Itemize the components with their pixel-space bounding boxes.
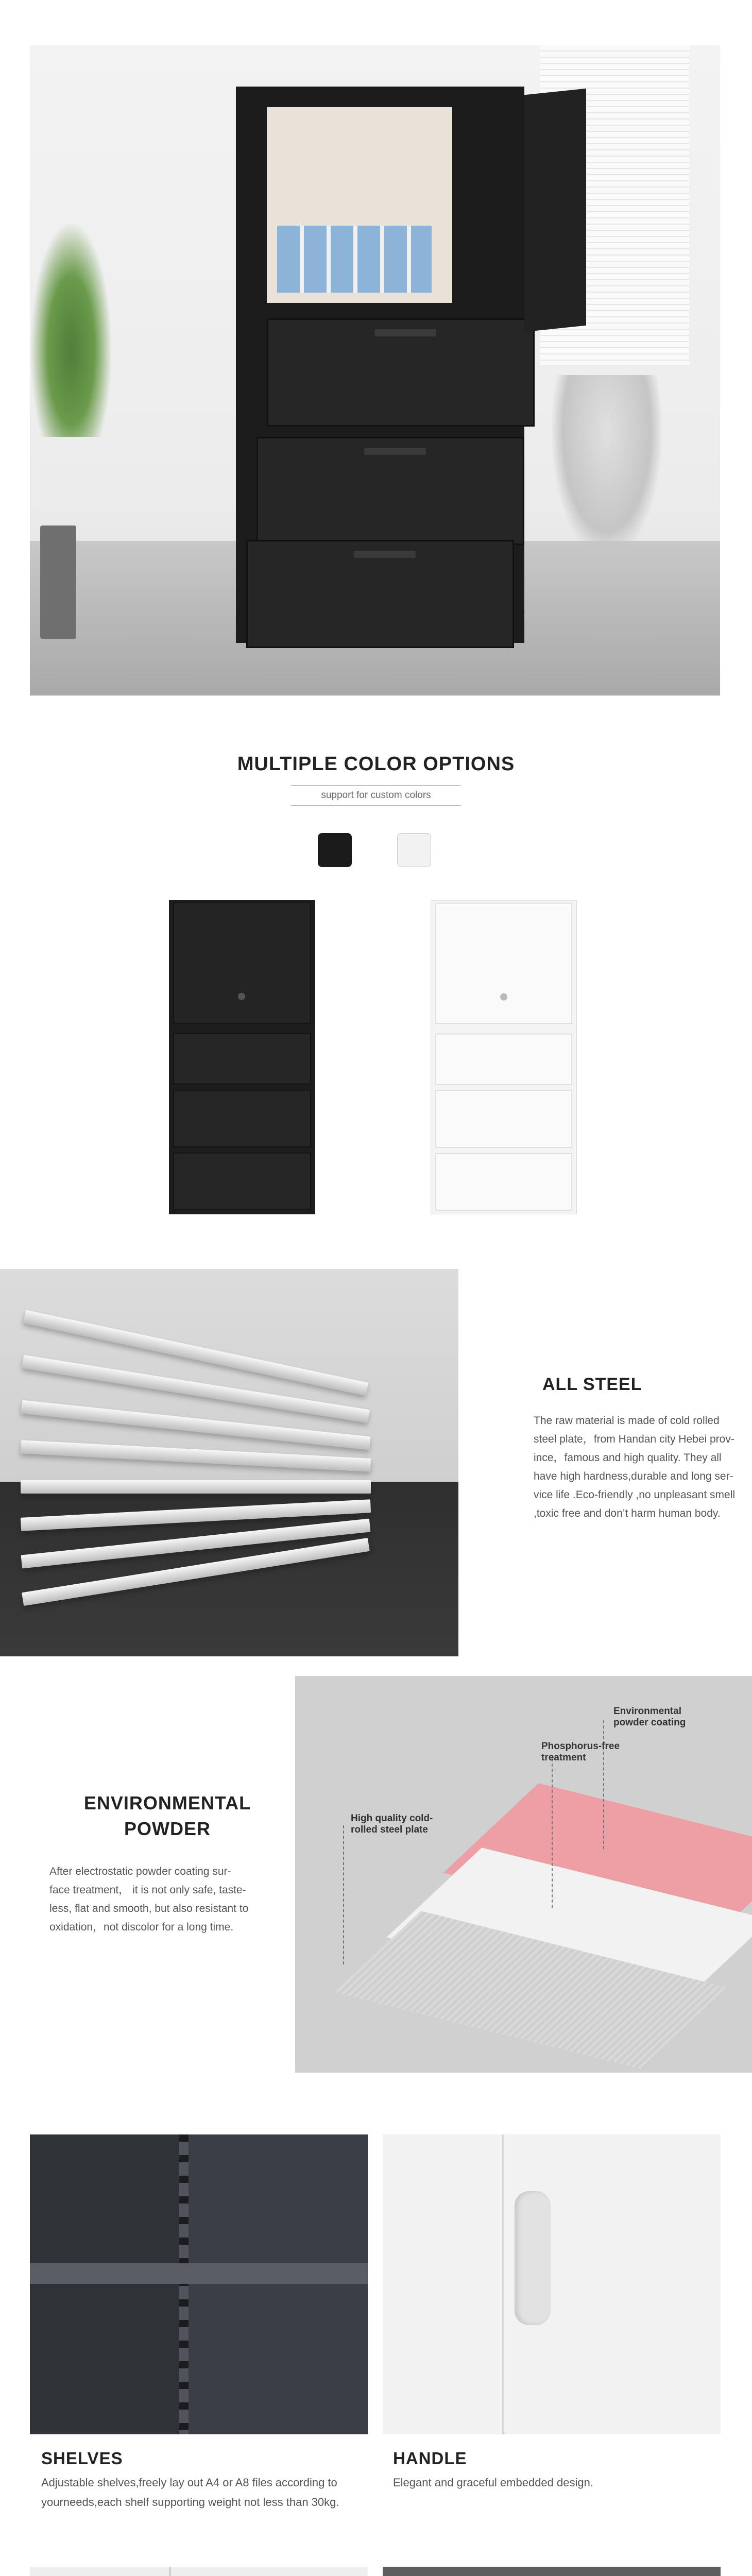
text-line: less, flat and smooth, but also resistant to [49,1903,249,1914]
color-options-title: MULTIPLE COLOR OPTIONS [237,753,515,775]
cabinet-side [30,2134,184,2434]
handle-description [393,2473,733,2493]
label-line: powder coating [613,1717,686,1728]
handle-title: HANDLE [393,2449,467,2468]
text-line: ince，famous and high quality. They all [534,1452,722,1464]
phosphorus-free-label [541,1741,620,1764]
title-line: POWDER [124,1818,211,1839]
title-line: ENVIRONMENTAL [83,1792,251,1814]
lock-knob [238,993,245,1000]
drawer-3 [173,1153,311,1210]
drawer-pull [374,329,436,336]
hero-cabinet-photo [30,45,720,696]
text-line: Adjustable shelves,freely lay out A4 or A8 files according to [41,2476,337,2489]
steel-sheet [21,1480,371,1494]
text-line: vice life .Eco-friendly ,no unpleasant smell [534,1489,736,1501]
label-line: rolled steel plate [351,1824,428,1835]
shelves-photo [30,2134,368,2434]
drawer-2 [435,1090,572,1148]
shelf-rail [179,2134,189,2434]
steel-sheets-photo [0,1269,458,1656]
cabinet-top-edge [383,2567,721,2576]
drawer-pull [364,448,426,455]
text-line: steel plate，from Handan city Hebei prov- [534,1433,734,1445]
text-line: yourneeds,each shelf supporting weight not less than 30kg. [41,2496,339,2509]
drawer-pull [354,551,416,558]
text-line: Elegant and graceful embedded design. [393,2476,593,2489]
drawer-3 [435,1153,572,1211]
text-line: have high hardness,durable and long ser- [534,1470,733,1482]
lock-photo [30,2567,368,2576]
rubber-gasket-photo [383,2567,721,2576]
cabinet-doors [173,902,311,1024]
drawer-1 [435,1033,572,1085]
color-options-subtitle: support for custom colors [291,785,461,806]
black-cabinet-front [169,900,315,1214]
steel-plate-label [351,1813,433,1836]
text-line: After electrostatic powder coating sur- [49,1866,231,1877]
file-binders [277,226,432,293]
shelf-plate [30,2263,368,2284]
leader-line [552,1758,553,1908]
plant-leaves [30,221,112,437]
leader-line [343,1825,344,1964]
white-cabinet-front [431,900,577,1214]
embedded-handle [515,2191,551,2325]
drawer-middle [257,437,524,545]
text-line: oxidation，not discolor for a long time. [49,1921,234,1933]
drawer-bottom [246,540,514,648]
door-seam [169,2567,171,2576]
environmental-description [49,1862,292,1937]
coating-layers-diagram [295,1676,752,2073]
label-line: treatment [541,1752,586,1763]
black-color-swatch[interactable] [318,833,352,867]
office-chair [550,375,663,561]
lock-knob [500,993,507,1001]
label-line: Phosphorus-free [541,1741,620,1752]
text-line: ,toxic free and don’t harm human body. [534,1507,721,1519]
powder-coating-label [613,1706,686,1728]
steel-sheet [21,1440,371,1472]
all-steel-title: ALL STEEL [542,1375,642,1394]
shelves-description [41,2473,381,2512]
shelves-title: SHELVES [41,2449,123,2468]
text-line: face treatment， it is not only safe, taste- [49,1884,246,1896]
white-color-swatch[interactable] [397,833,431,867]
text-line: The raw material is made of cold rolled [534,1415,720,1427]
door-seam [502,2134,504,2434]
plant-pot [40,526,76,639]
drawer-top [267,318,535,427]
all-steel-description [534,1412,740,1523]
black-lateral-cabinet [236,87,524,643]
drawer-2 [173,1090,311,1147]
handle-photo [383,2134,721,2434]
cabinet-doors [435,903,572,1024]
label-line: High quality cold- [351,1813,433,1824]
environmental-powder-title [41,1790,294,1842]
leader-line [603,1720,604,1849]
drawer-1 [173,1033,311,1084]
label-line: Environmental [613,1706,681,1717]
open-cabinet-door [524,89,586,332]
